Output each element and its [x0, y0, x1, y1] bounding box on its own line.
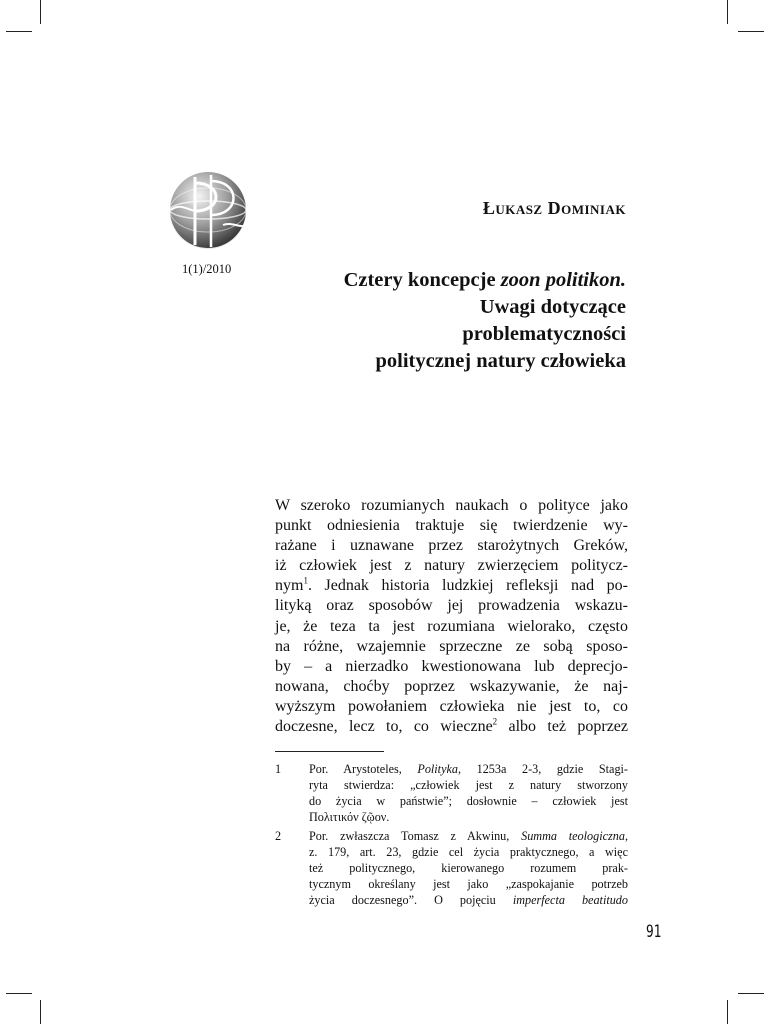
footnote-line: Por. zwłaszcza Tomasz z Akwinu, Summa teologiczna,: [309, 829, 628, 843]
globe-emblem-icon: [163, 165, 255, 255]
crop-mark-top-right-v: [727, 0, 728, 24]
body-line: by – a nierzadko kwestionowana lub deprecjo-: [275, 657, 628, 675]
body-line: iż człowiek jest z natury zwierzęciem politycz-: [275, 557, 628, 575]
body-line: lityką oraz sposobów jej prowadzenia wskazu-: [275, 597, 628, 615]
title-line: problematyczności: [462, 323, 626, 345]
body-line: nym$^1$. Jednak historia ludzkiej refleksji nad po-: [275, 576, 628, 595]
footnote-line: do życia w państwie”; dosłownie – człowiek jest: [309, 794, 628, 808]
footnote-line: tycznym określany jest jako „zaspokajanie potrzeb: [309, 877, 628, 891]
footnote-line: ryta stwierdza: „człowiek jest z natury stworzony: [309, 778, 628, 792]
footnote-ref-1[interactable]: 1: [303, 576, 308, 587]
crop-mark-top-left-h: [6, 31, 32, 32]
crop-mark-bottom-left-h: [6, 993, 32, 994]
body-line: wyższym powołaniem człowieka nie jest to, co: [275, 697, 628, 715]
footnote-line: Por. Arystoteles, Polityka, 1253a 2-3, gdzie Stagi-: [309, 762, 628, 776]
footnote-text: [309, 761, 628, 825]
footnote-text: [309, 828, 628, 908]
body-line: nowana, choćby poprzez wskazywanie, że naj-: [275, 677, 628, 695]
crop-mark-bottom-right-v: [727, 1000, 728, 1024]
footnote-line: życia doczesnego”. O pojęciu imperfecta beatitudo: [309, 893, 628, 907]
crop-mark-bottom-right-h: [738, 993, 764, 994]
issue-number: 1(1)/2010: [182, 262, 232, 276]
title-line: politycznej natury człowieka: [375, 350, 626, 372]
page-number: 91: [646, 922, 662, 942]
body-line: punkt odniesienia traktuje się twierdzenie wy-: [275, 517, 628, 535]
footnote-number: 1: [275, 762, 282, 776]
body-line: W szeroko rozumianych naukach o polityce jako: [275, 497, 628, 514]
body-line: doczesne, lecz to, co wieczne$^2$ albo też poprzez: [275, 716, 628, 736]
footnote-line: Πολιτικόν ζῷον.: [309, 810, 390, 824]
body-paragraph: [275, 496, 628, 737]
author-name: Łukasz Dominiak: [482, 198, 626, 218]
crop-mark-top-right-h: [738, 31, 764, 32]
crop-mark-bottom-left-v: [40, 1000, 41, 1024]
footnote-line: też politycznego, kierowanego rozumem prak-: [309, 861, 628, 875]
title-line: Uwagi dotyczące: [479, 296, 626, 318]
crop-mark-top-left-v: [40, 0, 41, 24]
footnote-ref-2[interactable]: 2: [492, 716, 498, 727]
body-line: je, że teza ta jest rozumiana wielorako, często: [275, 617, 628, 635]
footnote-number: 2: [275, 829, 282, 843]
body-line: rażane i uznawane przez starożytnych Greków,: [275, 537, 628, 555]
body-line: na różne, wzajemnie sprzeczne ze sobą sposo-: [275, 637, 628, 655]
title-line: Cztery koncepcje zoon politikon.: [343, 269, 626, 291]
article-title: [266, 267, 626, 375]
footnote-line: z. 179, art. 23, gdzie cel życia praktycznego, a więc: [309, 845, 628, 859]
footnote-divider: [275, 751, 384, 752]
